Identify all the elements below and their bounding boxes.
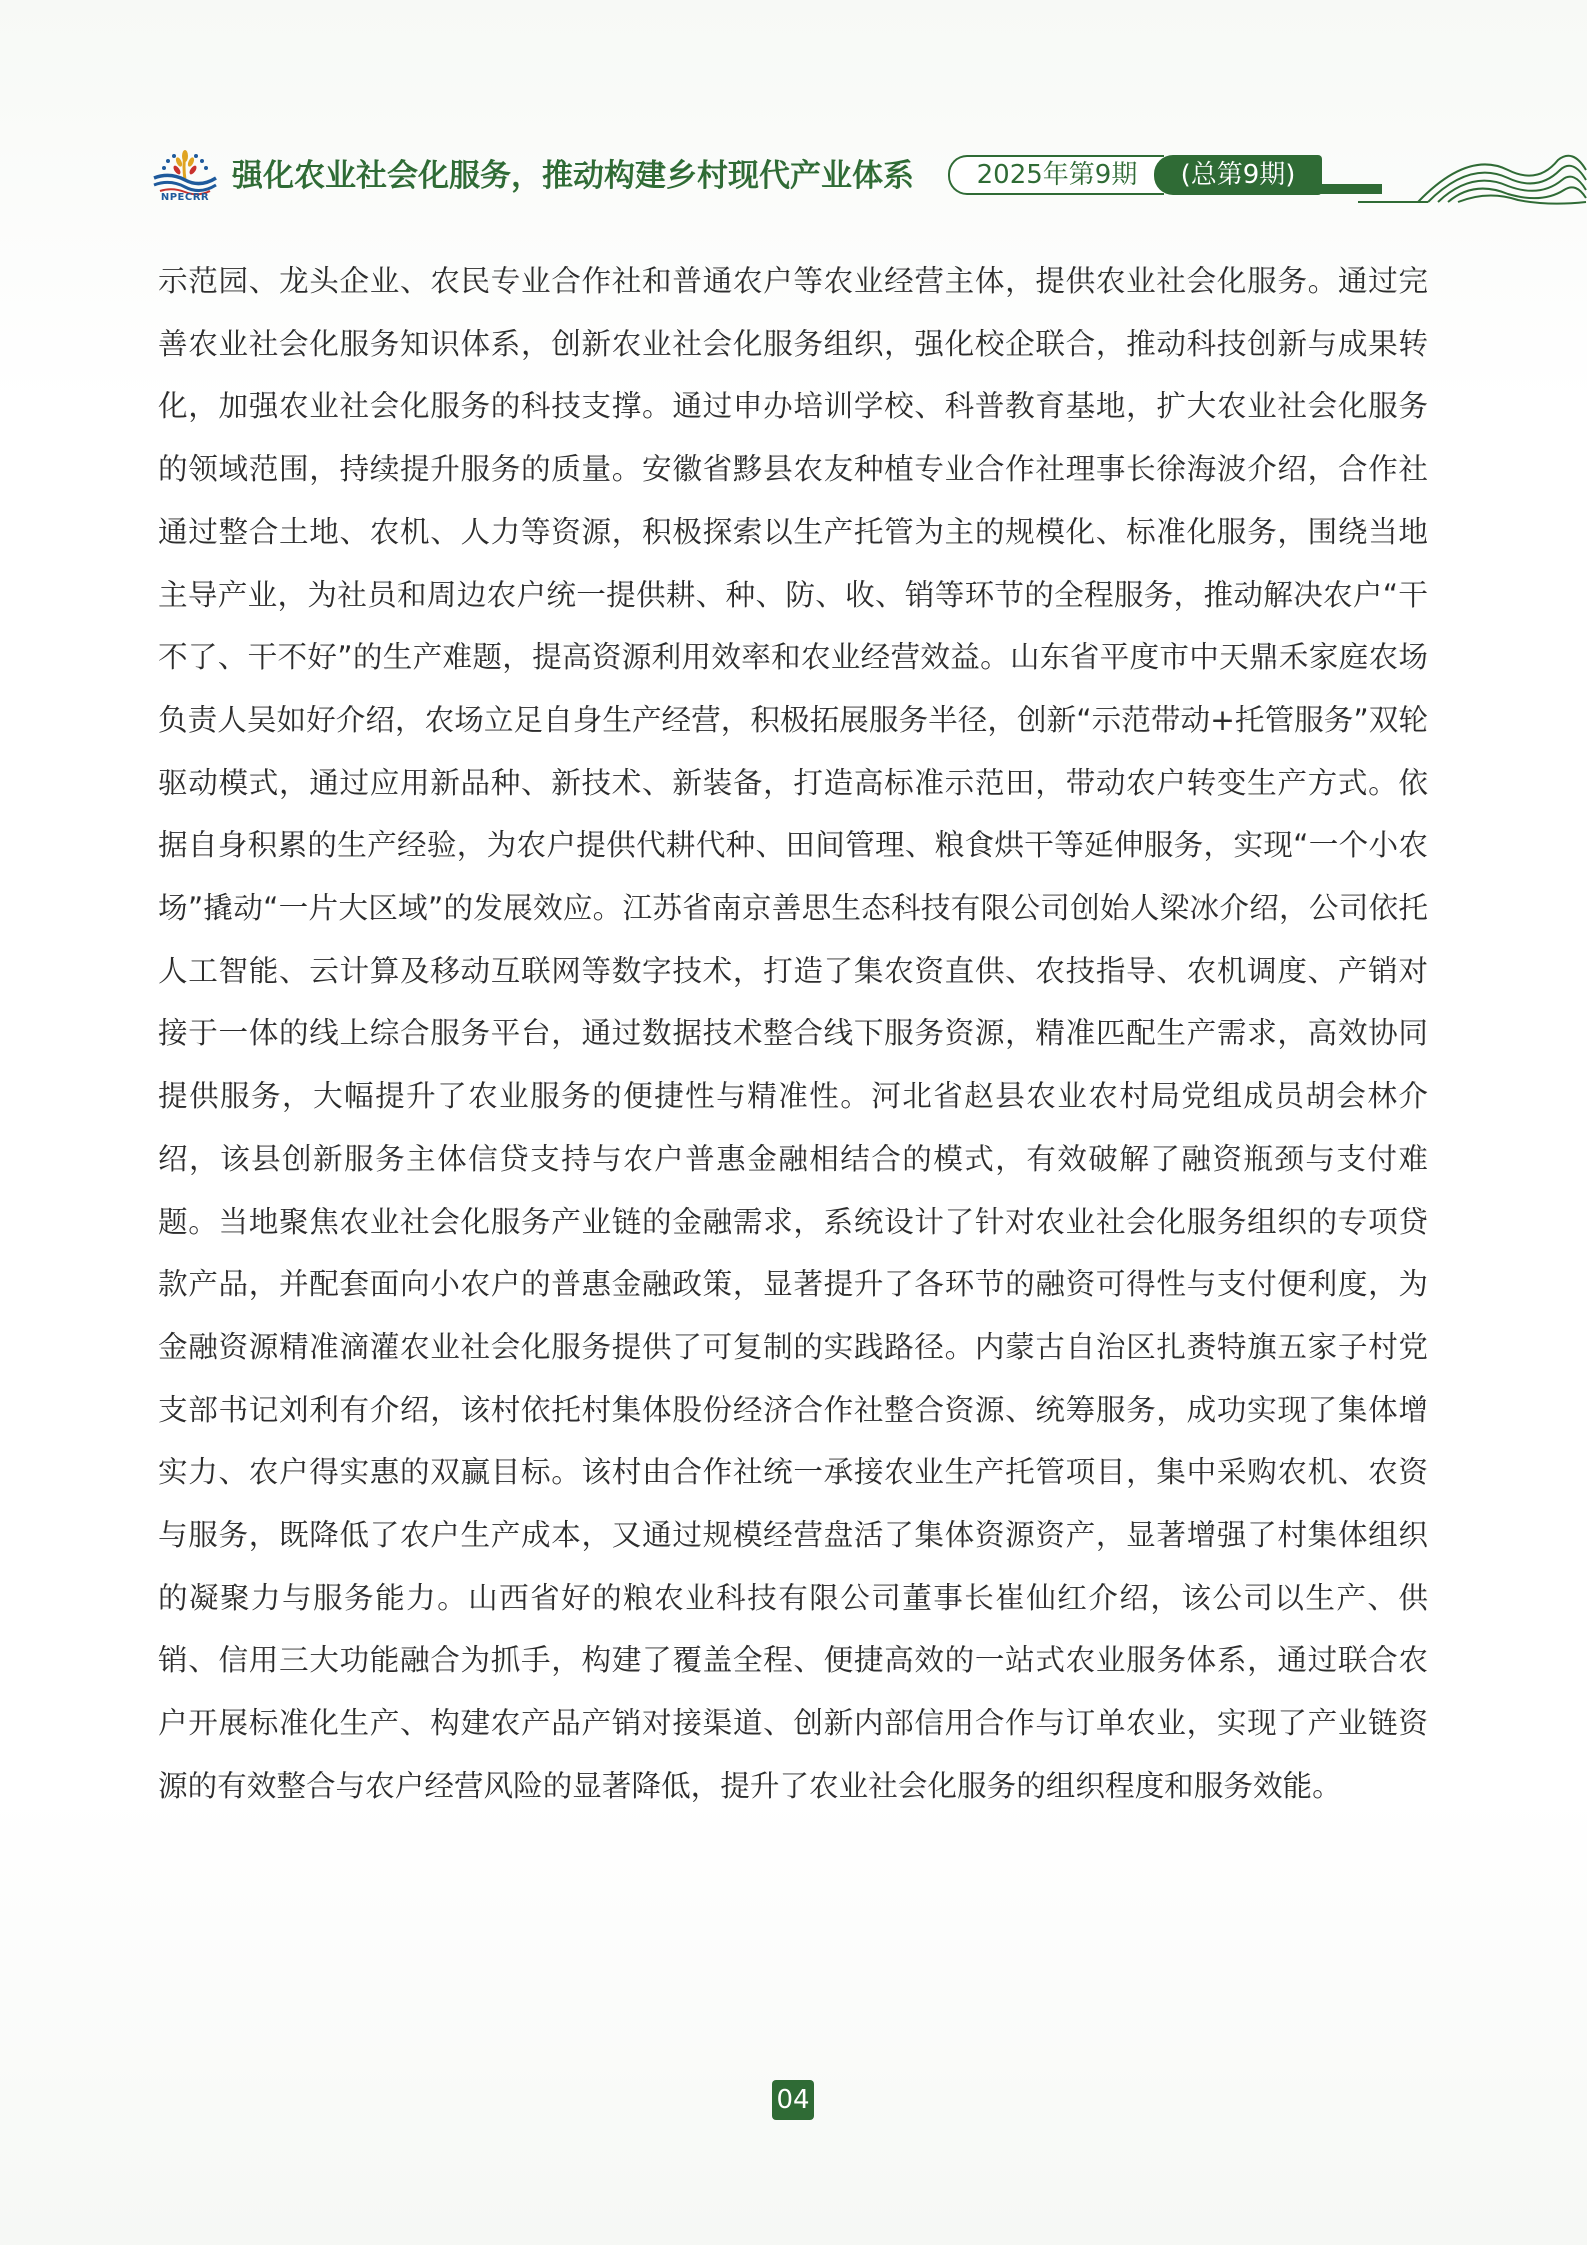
logo-emblem-icon: [150, 146, 220, 196]
logo-text: NPECRR: [160, 192, 210, 203]
page-number: 04: [772, 2080, 814, 2120]
hills-decoration-icon: [1358, 140, 1587, 210]
page-header: [150, 146, 1440, 210]
body-paragraph: 示范园、龙头企业、农民专业合作社和普通农户等农业经营主体，提供农业社会化服务。通过完善农业社会化服务知识体系，创新农业社会化服务组织，强化校企联合，推动科技创新与成果转化，加强农业社会化服务的科技支撑。通过申办培训学校、科普教育基地，扩大农业社会化服务的领域范围，持续提升服务的质量。安徽省黟县农友种植专业合作社理事长徐海波介绍，合作社通过整合土地、农机、人力等资源，积极探索以生产托管为主的规模化、标准化服务，围绕当地主导产业，为社员和周边农户统一提供耕、种、防、收、销等环节的全程服务，推动解决农户“干不了、干不好”的生产难题，提高资源利用效率和农业经营效益。山东省平度市中天鼎禾家庭农场负责人吴如好介绍，农场立足自身生产经营，积极拓展服务半径，创新“示范带动+托管服务”双轮驱动模式，通过应用新品种、新技术、新装备，打造高标准示范田，带动农户转变生产方式。依据自身积累的生产经验，为农户提供代耕代种、田间管理、粮食烘干等延伸服务，实现“一个小农场”撬动“一片大区域”的发展效应。江苏省南京善思生态科技有限公司创始人梁冰介绍，公司依托人工智能、云计算及移动互联网等数字技术，打造了集农资直供、农技指导、农机调度、产销对接于一体的线上综合服务平台，通过数据技术整合线下服务资源，精准匹配生产需求，高效协同提供服务，大幅提升了农业服务的便捷性与精准性。河北省赵县农业农村局党组成员胡会林介绍，该县创新服务主体信贷支持与农户普惠金融相结合的模式，有效破解了融资瓶颈与支付难题。当地聚焦农业社会化服务产业链的金融需求，系统设计了针对农业社会化服务组织的专项贷款产品，并配套面向小农户的普惠金融政策，显著提升了各环节的融资可得性与支付便利度，为金融资源精准滴灌农业社会化服务提供了可复制的实践路径。内蒙古自治区扎赉特旗五家子村党支部书记刘利有介绍，该村依托村集体股份经济合作社整合资源、统筹服务，成功实现了集体增实力、农户得实惠的双赢目标。该村由合作社统一承接农业生产托管项目，集中采购农机、农资与服务，既降低了农户生产成本，又通过规模经营盘活了集体资源资产，显著增强了村集体组织的凝聚力与服务能力。山西省好的粮农业科技有限公司董事长崔仙红介绍，该公司以生产、供销、信用三大功能融合为抓手，构建了覆盖全程、便捷高效的一站式农业服务体系，通过联合农户开展标准化生产、构建农产品产销对接渠道、创新内部信用合作与订单农业，实现了产业链资源的有效整合与农户经营风险的显著降低，提升了农业社会化服务的组织程度和服务效能。: [158, 264, 1428, 1803]
logo: [150, 146, 220, 210]
issue-number: 2025年第9期: [948, 155, 1164, 195]
total-issue-number: (总第9期): [1154, 155, 1322, 195]
header-title: 强化农业社会化服务，推动构建乡村现代产业体系: [232, 158, 914, 194]
